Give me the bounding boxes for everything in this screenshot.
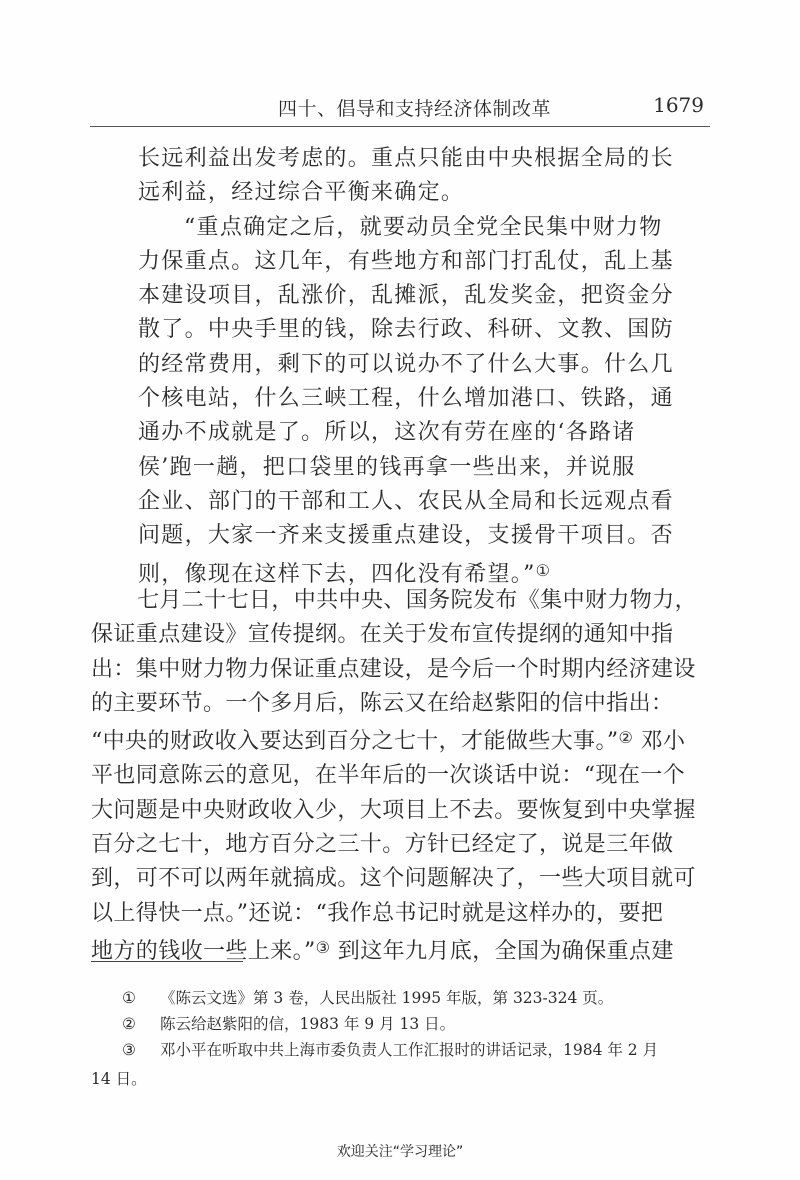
body-line: 出：集中财力物力保证重点建设，是今后一个时期内经济建设: [91, 656, 696, 682]
quote-line: 个核电站，什么三峡工程，什么增加港口、铁路，通: [138, 386, 674, 412]
running-header: [90, 80, 710, 127]
quote-line: 本建设项目，乱涨价，乱摊派，乱发奖金，把资金分: [138, 283, 674, 309]
body-line-with-ref-3: [91, 931, 716, 969]
footnote-text: 邓小平在听取中共上海市委负责人工作汇报时的讲话记录，1984 年 2 月: [160, 1041, 659, 1059]
quote-line: 力保重点。这几年，有些地方和部门打乱仗，乱上基: [138, 248, 674, 274]
body-line-text: “中央的财政收入要达到百分之七十，才能做些大事。”: [91, 729, 619, 755]
footnote-1: [91, 985, 716, 1011]
quote-line: 问题，大家一齐来支援重点建设，支援骨干项目。否: [138, 523, 674, 549]
quote-line: 通办不成就是了。所以，这次有劳在座的‘各路诸: [138, 420, 636, 446]
body-line: 百分之七十，地方百分之三十。方针已经定了，说是三年做: [91, 832, 674, 858]
footnote-2: [91, 1011, 716, 1037]
body-line: 到，可不可以两年就搞成。这个问题解决了，一些大项目就可: [91, 866, 696, 892]
footnote-ref-1: ①: [535, 560, 552, 580]
footnote-ref-2: ②: [618, 728, 634, 748]
quote-line: 远利益，经过综合平衡来确定。: [138, 180, 465, 206]
footnote-text: 《陈云文选》第 3 卷，人民出版社 1995 年版，第 323-324 页。: [160, 989, 614, 1007]
chapter-title: 四十、倡导和支持经济体制改革: [278, 98, 552, 120]
footnote-marker: ③: [122, 1041, 136, 1059]
quote-line: “重点确定之后，就要动员全党全民集中财力物: [184, 214, 663, 240]
body-line-tail: 到这年九月底，全国为确保重点建: [330, 938, 674, 964]
body-line: 七月二十七日，中共中央、国务院发布《集中财力物力，: [137, 588, 698, 613]
body-line: 平也同意陈云的意见，在半年后的一次谈话中说：“现在一个: [91, 763, 686, 789]
footnote-continuation: 14 日。: [91, 1070, 147, 1088]
body-paragraph: [91, 584, 716, 969]
quote-line: 的经常费用，剩下的可以说办不了什么大事。什么几: [138, 351, 674, 377]
body-line: 保证重点建设》宣传提纲。在关于发布宣传提纲的通知中指: [91, 622, 674, 648]
footnote-ref-3: ③: [315, 937, 331, 957]
quotation-block: [138, 142, 698, 592]
quote-line: 散了。中央手里的钱，除去行政、科研、文教、国防: [138, 317, 674, 343]
quote-line: 侯’跑一趟，把口袋里的钱再拿一些出来，并说服: [138, 454, 636, 480]
body-line-text: 地方的钱收一些上来。”: [91, 938, 316, 964]
quote-line: 长远利益出发考虑的。重点只能由中央根据全局的长: [138, 146, 674, 171]
footnote-3: [91, 1037, 716, 1092]
footnotes: [91, 985, 716, 1092]
body-line: 大问题是中央财政收入少，大项目上不去。要恢复到中央掌握: [91, 797, 696, 823]
footnote-divider: [91, 961, 243, 962]
body-line-tail: 邓小: [633, 729, 686, 755]
quote-line-text: 则，像现在这样下去，四化没有希望。”: [138, 561, 536, 587]
footnote-marker: ①: [122, 989, 136, 1007]
quote-line: 企业、部门的干部和工人、农民从全局和长远观点看: [138, 488, 674, 514]
footnote-text: 陈云给赵紫阳的信，1983 年 9 月 13 日。: [160, 1015, 456, 1033]
page-number: 1679: [653, 93, 704, 117]
body-line-with-ref-2: [91, 721, 716, 759]
body-line: 以上得快一点。”还说：“我作总书记时就是这样办的，要把: [91, 900, 664, 926]
watermark-caption: 欢迎关注“学习理论”: [336, 1144, 464, 1160]
footnote-marker: ②: [122, 1015, 136, 1033]
body-line: 的主要环节。一个多月后，陈云又在给赵紫阳的信中指出：: [91, 690, 674, 716]
